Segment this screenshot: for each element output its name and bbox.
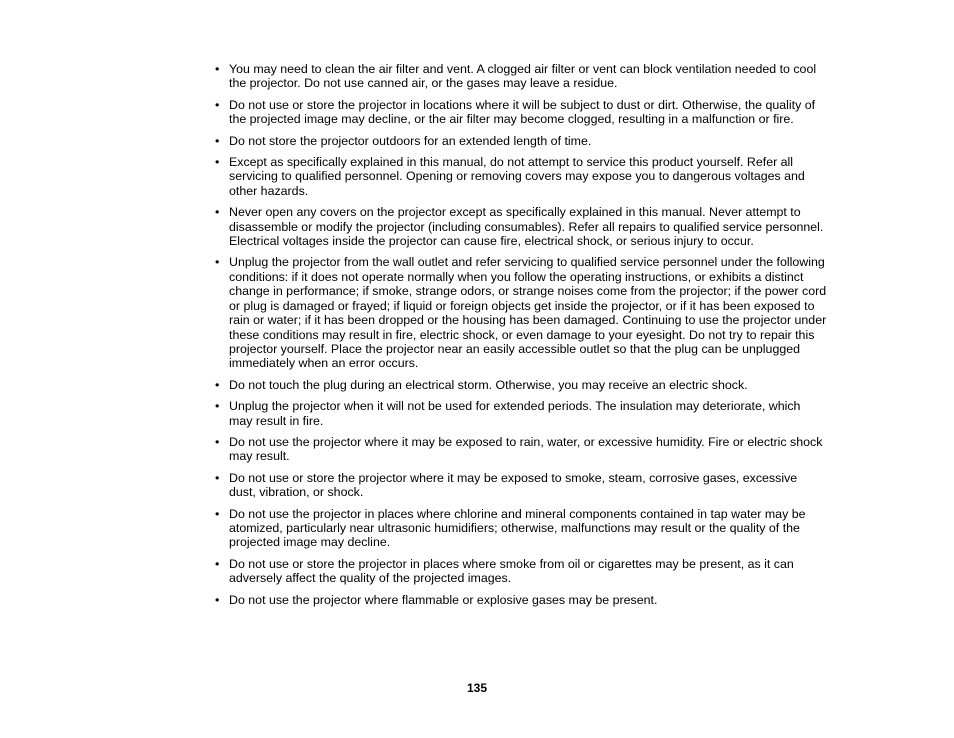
list-item [215, 134, 827, 148]
list-item-text: Do not use or store the projector where it may be exposed to smoke, steam, corrosive gases, excessive dust, vibration, or shock. [229, 470, 798, 500]
list-item-text: Unplug the projector from the wall outlet and refer servicing to qualified service personnel under the following conditions: if it does not operate normally when you follow the operating instructions, or exhibits a distinct change in performance; if smoke, strange odors, or strange noises come from the projector; if the power cord or plug is damaged or frayed; if liquid or foreign objects get inside the projector, or if it has been exposed to rain or water; if it has been dropped or the housing has been damaged. Continuing to use the projector under these conditions may result in fire, electric shock, or even damage to your eyesight. Do not try to repair this projector yourself. Place the projector near an easily accessible outlet so that the plug can be unplugged immediately when an error occurs. [229, 255, 827, 371]
bullet-icon: • [215, 399, 220, 414]
list-item-text: Do not touch the plug during an electrical storm. Otherwise, you may receive an electric shock. [229, 377, 748, 392]
bullet-icon: • [215, 97, 220, 112]
list-item [215, 62, 827, 91]
page-content [215, 62, 827, 614]
bullet-icon: • [215, 62, 220, 76]
list-item [215, 378, 827, 392]
list-item-text: Do not use or store the projector in places where smoke from oil or cigarettes may be present, as it can adversely affect the quality of the projected images. [229, 556, 794, 586]
list-item [215, 507, 827, 550]
bullet-icon: • [215, 155, 220, 170]
list-item-text: Do not use or store the projector in locations where it will be subject to dust or dirt. Otherwise, the quality of the projected image may decline, or the air filter may become clogged, resulting in a malfunction or fire. [229, 97, 816, 127]
bullet-icon: • [215, 556, 220, 571]
list-item [215, 399, 827, 428]
page-number: 135 [466, 681, 488, 695]
list-item [215, 155, 827, 198]
list-item [215, 435, 827, 464]
list-item-text: You may need to clean the air filter and vent. A clogged air filter or vent can block ventilation needed to cool the projector. Do not use canned air, or the gases may leave a residue. [229, 62, 817, 91]
list-item [215, 98, 827, 127]
bullet-icon: • [215, 205, 220, 220]
list-item [215, 593, 827, 607]
bullet-icon: • [215, 434, 220, 449]
bullet-icon: • [215, 506, 220, 521]
safety-bullet-list [215, 62, 827, 607]
list-item-text: Do not use the projector where it may be exposed to rain, water, or excessive humidity. Fire or electric shock may result. [229, 434, 823, 464]
bullet-icon: • [215, 133, 220, 148]
list-item-text: Unplug the projector when it will not be used for extended periods. The insulation may deteriorate, which may result in fire. [229, 399, 801, 428]
list-item-text: Do not store the projector outdoors for an extended length of time. [229, 133, 592, 148]
bullet-icon: • [215, 592, 220, 607]
list-item-text: Never open any covers on the projector except as specifically explained in this manual. Never attempt to disassemble or modify the projector (including consumables). Refer all repairs to qualified service personnel. Electrical voltages inside the projector can cause fire, electrical shock, or serious injury to occur. [229, 205, 824, 249]
list-item-text: Do not use the projector where flammable or explosive gases may be present. [229, 592, 658, 607]
list-item [215, 255, 827, 370]
list-item-text: Except as specifically explained in this manual, do not attempt to service this product yourself. Refer all servicing to qualified personnel. Opening or removing covers may expose you to dangerous voltages and other hazards. [229, 155, 805, 198]
bullet-icon: • [215, 377, 220, 392]
bullet-icon: • [215, 255, 220, 270]
bullet-icon: • [215, 470, 220, 485]
list-item [215, 557, 827, 586]
list-item [215, 471, 827, 500]
list-item-text: Do not use the projector in places where chlorine and mineral components contained in tap water may be atomized, particularly near ultrasonic humidifiers; otherwise, malfunctions may result or the quality of the projected image may decline. [229, 506, 806, 550]
list-item [215, 205, 827, 248]
